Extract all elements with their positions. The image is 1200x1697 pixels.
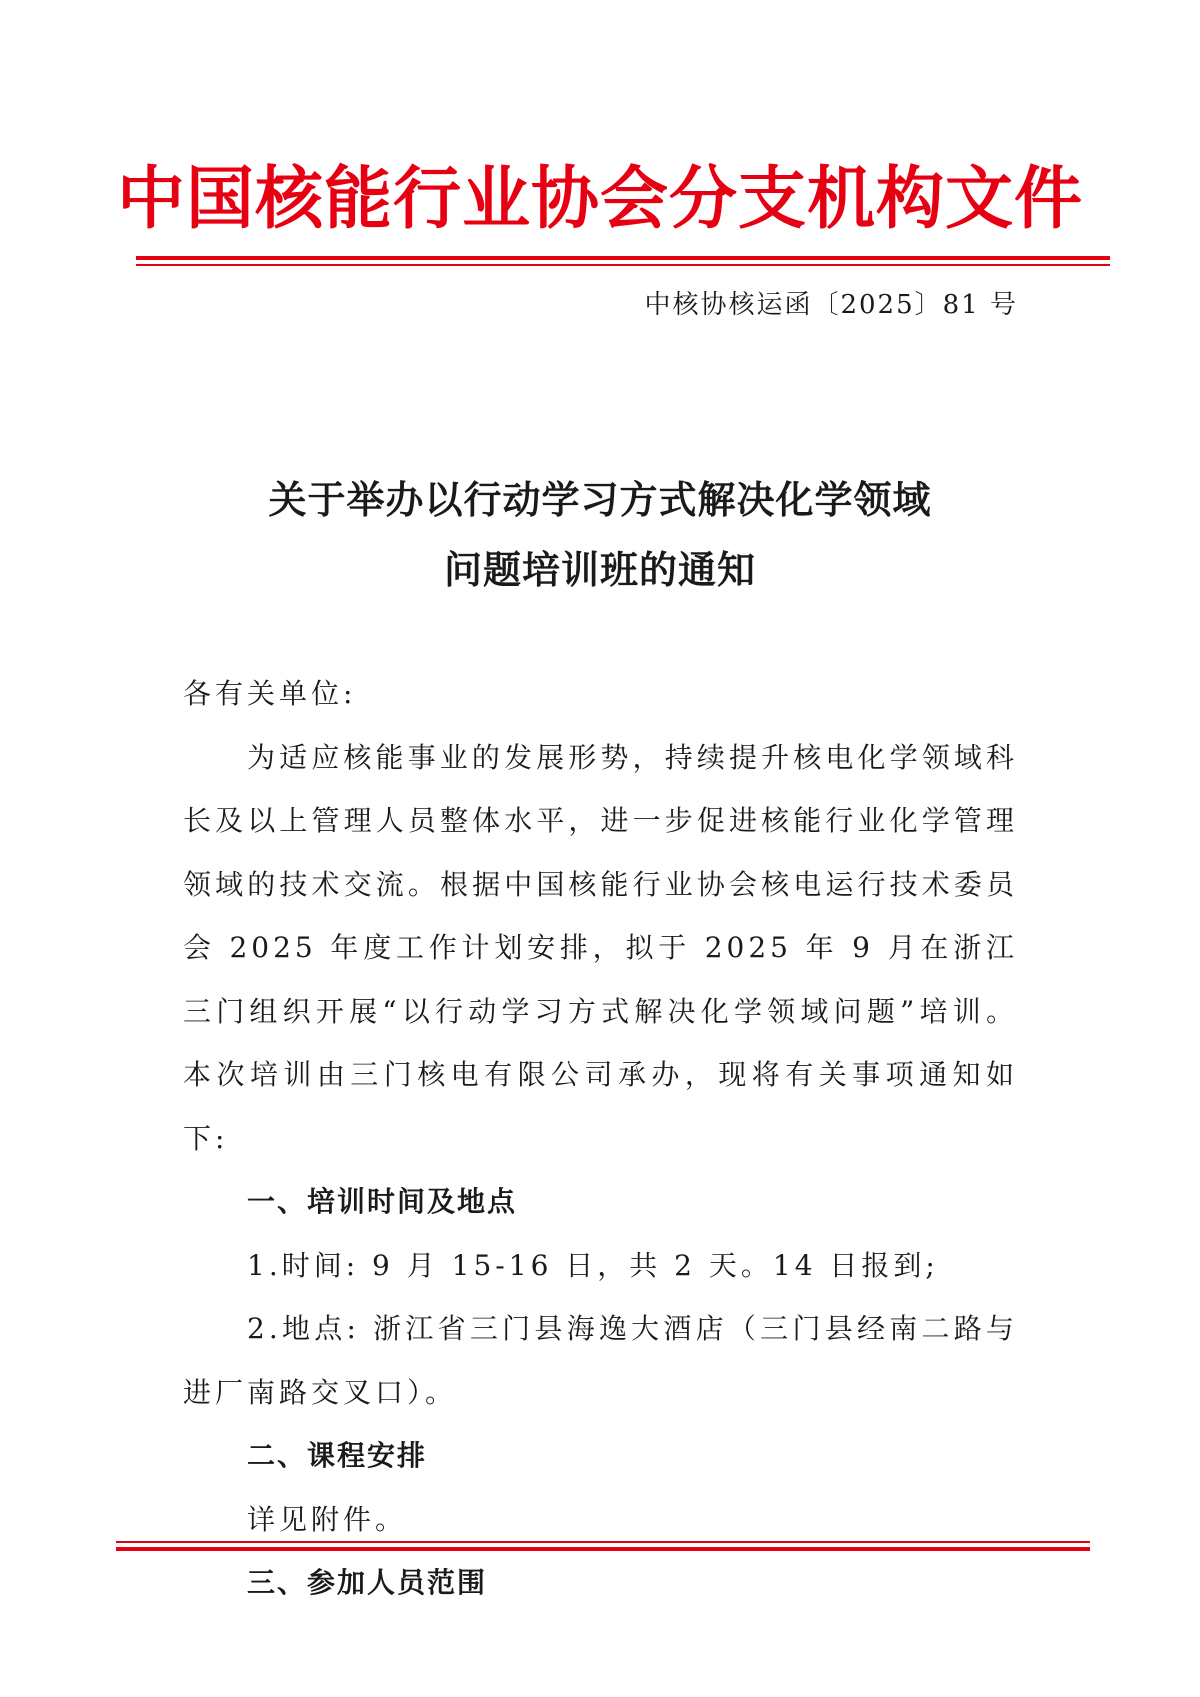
training-time: 1.时间: 9 月 15-16 日，共 2 天。14 日报到;: [247, 1248, 939, 1282]
document-title-line-1: 关于举办以行动学习方式解决化学领域: [268, 477, 932, 522]
section-heading-participants: 三、参加人员范围: [247, 1566, 488, 1599]
salutation: 各有关单位:: [183, 677, 357, 710]
document-number: 中核协核运函〔2025〕81 号: [644, 290, 1018, 320]
intro-paragraph: 为适应核能事业的发展形势，持续提升核电化学领域科长及以上管理人员整体水平，进一步促进核能行业化学管理领域的技术交流。根据中国核能行业协会核电运行技术委员会 2025 年度工作计划安排，拟于 2025 年 9 月在浙江三门组织开展“以行动学习方式解决化学领域问题”培训。本次培训由三门核电有限公司承办，现将有关事项通知如下:: [183, 740, 1018, 1155]
document-title: [0, 465, 1200, 605]
footer-divider-thin: [116, 1541, 1090, 1543]
header-divider-thin: [136, 264, 1110, 266]
section-heading-time-location: 一、培训时间及地点: [247, 1185, 518, 1218]
document-body: [183, 662, 1018, 1615]
training-location: 2.地点: 浙江省三门县海逸大酒店（三门县经南二路与进厂南路交叉口）。: [183, 1312, 1018, 1409]
footer-divider-thick: [116, 1547, 1090, 1551]
org-header-title: 中国核能行业协会分支机构文件: [116, 160, 1083, 239]
course-detail: 详见附件。: [247, 1502, 408, 1536]
header-divider-thick: [136, 256, 1110, 260]
section-heading-course: 二、课程安排: [247, 1439, 428, 1472]
document-title-line-2: 问题培训班的通知: [443, 547, 756, 592]
